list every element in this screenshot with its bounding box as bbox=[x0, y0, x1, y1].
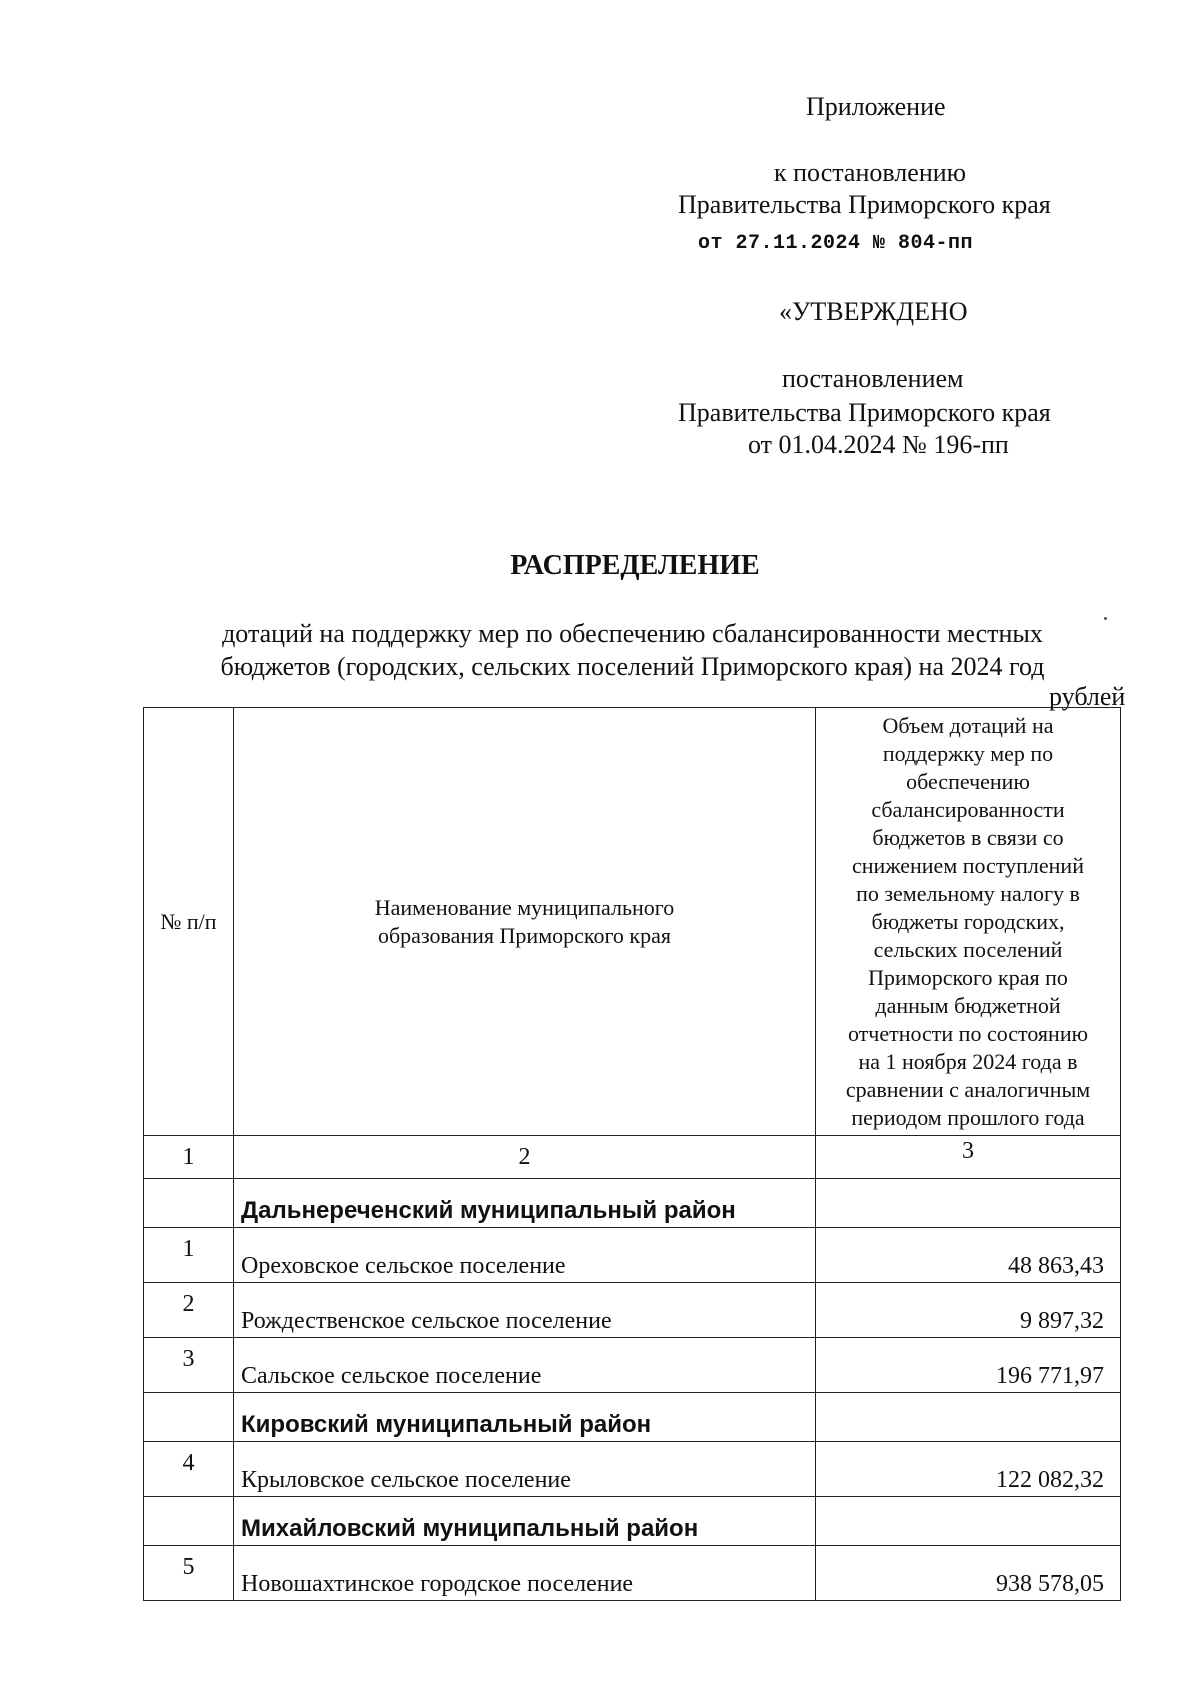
header-number-cell: № п/п bbox=[144, 708, 234, 1136]
settlement-amount: 122 082,32 bbox=[816, 1442, 1121, 1497]
settlement-name: Ореховское сельское поселение bbox=[234, 1228, 816, 1283]
column-number-2: 2 bbox=[234, 1136, 816, 1179]
settlement-name: Крыловское сельское поселение bbox=[234, 1442, 816, 1497]
header-volume-line: сбалансированности bbox=[871, 796, 1065, 822]
district-amount-cell bbox=[816, 1179, 1121, 1228]
district-number-cell bbox=[144, 1393, 234, 1442]
header-volume-line: Объем дотаций на bbox=[882, 712, 1054, 738]
header-volume-line: Приморского края по bbox=[868, 964, 1068, 990]
district-name: Дальнереченский муниципальный район bbox=[234, 1179, 816, 1228]
document-subtitle bbox=[150, 617, 1115, 683]
district-row bbox=[144, 1179, 1121, 1228]
district-number-cell bbox=[144, 1497, 234, 1546]
district-number-cell bbox=[144, 1179, 234, 1228]
subtitle-line-1: дотаций на поддержку мер по обеспечению сбалансированности местных bbox=[222, 619, 1043, 648]
header-name-cell bbox=[234, 708, 816, 1136]
unit-label: рублей bbox=[1049, 682, 1126, 711]
table-row bbox=[144, 1228, 1121, 1283]
settlement-amount: 196 771,97 bbox=[816, 1338, 1121, 1393]
table-row bbox=[144, 1546, 1121, 1601]
row-number: 2 bbox=[144, 1283, 234, 1338]
row-number: 4 bbox=[144, 1442, 234, 1497]
row-number: 3 bbox=[144, 1338, 234, 1393]
table-header-row bbox=[144, 708, 1121, 1136]
settlement-amount: 9 897,32 bbox=[816, 1283, 1121, 1338]
settlement-amount: 48 863,43 bbox=[816, 1228, 1121, 1283]
table-row bbox=[144, 1283, 1121, 1338]
to-resolution-label: к постановлению bbox=[774, 158, 967, 187]
by-resolution-label: постановлением bbox=[782, 364, 964, 393]
header-name-line-2: образования Приморского края bbox=[377, 922, 671, 948]
header-volume-line: периодом прошлого года bbox=[851, 1104, 1085, 1130]
header-volume-line: бюджеты городских, bbox=[871, 908, 1065, 934]
table-row bbox=[144, 1442, 1121, 1497]
header-volume-line: отчетности по состоянию bbox=[847, 1020, 1089, 1046]
government-label: Правительства Приморского края bbox=[678, 190, 1051, 219]
resolution-date-number: от 27.11.2024 № 804-пп bbox=[698, 232, 974, 255]
header-volume-line: бюджетов в связи со bbox=[872, 824, 1064, 850]
header-volume-line: по земельному налогу в bbox=[856, 880, 1080, 906]
document-title: РАСПРЕДЕЛЕНИЕ bbox=[510, 550, 760, 581]
header-name-line-1: Наименование муниципального bbox=[374, 894, 675, 920]
appendix-label: Приложение bbox=[806, 92, 946, 121]
government-label-2: Правительства Приморского края bbox=[678, 398, 1051, 427]
header-volume-line: данным бюджетной bbox=[875, 992, 1061, 1018]
district-row bbox=[144, 1393, 1121, 1442]
column-number-3: 3 bbox=[816, 1136, 1121, 1179]
header-volume-line: поддержку мер по bbox=[882, 740, 1054, 766]
header-volume-line: сельских поселений bbox=[873, 936, 1063, 962]
row-number: 1 bbox=[144, 1228, 234, 1283]
header-volume-line: снижением поступлений bbox=[852, 852, 1084, 878]
district-name: Михайловский муниципальный район bbox=[234, 1497, 816, 1546]
district-amount-cell bbox=[816, 1393, 1121, 1442]
district-name: Кировский муниципальный район bbox=[234, 1393, 816, 1442]
district-amount-cell bbox=[816, 1497, 1121, 1546]
approved-label: «УТВЕРЖДЕНО bbox=[779, 297, 968, 326]
column-number-row bbox=[144, 1136, 1121, 1179]
header-volume-line: обеспечению bbox=[906, 768, 1030, 794]
table-row bbox=[144, 1338, 1121, 1393]
settlement-name: Новошахтинское городское поселение bbox=[234, 1546, 816, 1601]
settlement-amount: 938 578,05 bbox=[816, 1546, 1121, 1601]
settlement-name: Рождественское сельское поселение bbox=[234, 1283, 816, 1338]
header-volume-line: сравнении с аналогичным bbox=[845, 1076, 1091, 1102]
header-volume-line: на 1 ноября 2024 года в bbox=[858, 1048, 1078, 1074]
settlement-name: Сальское сельское поселение bbox=[234, 1338, 816, 1393]
row-number: 5 bbox=[144, 1546, 234, 1601]
orig-resolution-date-number: от 01.04.2024 № 196-пп bbox=[748, 430, 1009, 459]
distribution-table bbox=[143, 707, 1121, 1601]
header-volume-cell bbox=[816, 708, 1121, 1136]
subtitle-line-2: бюджетов (городских, сельских поселений Приморского края) на 2024 год bbox=[220, 652, 1045, 681]
column-number-1: 1 bbox=[144, 1136, 234, 1179]
district-row bbox=[144, 1497, 1121, 1546]
